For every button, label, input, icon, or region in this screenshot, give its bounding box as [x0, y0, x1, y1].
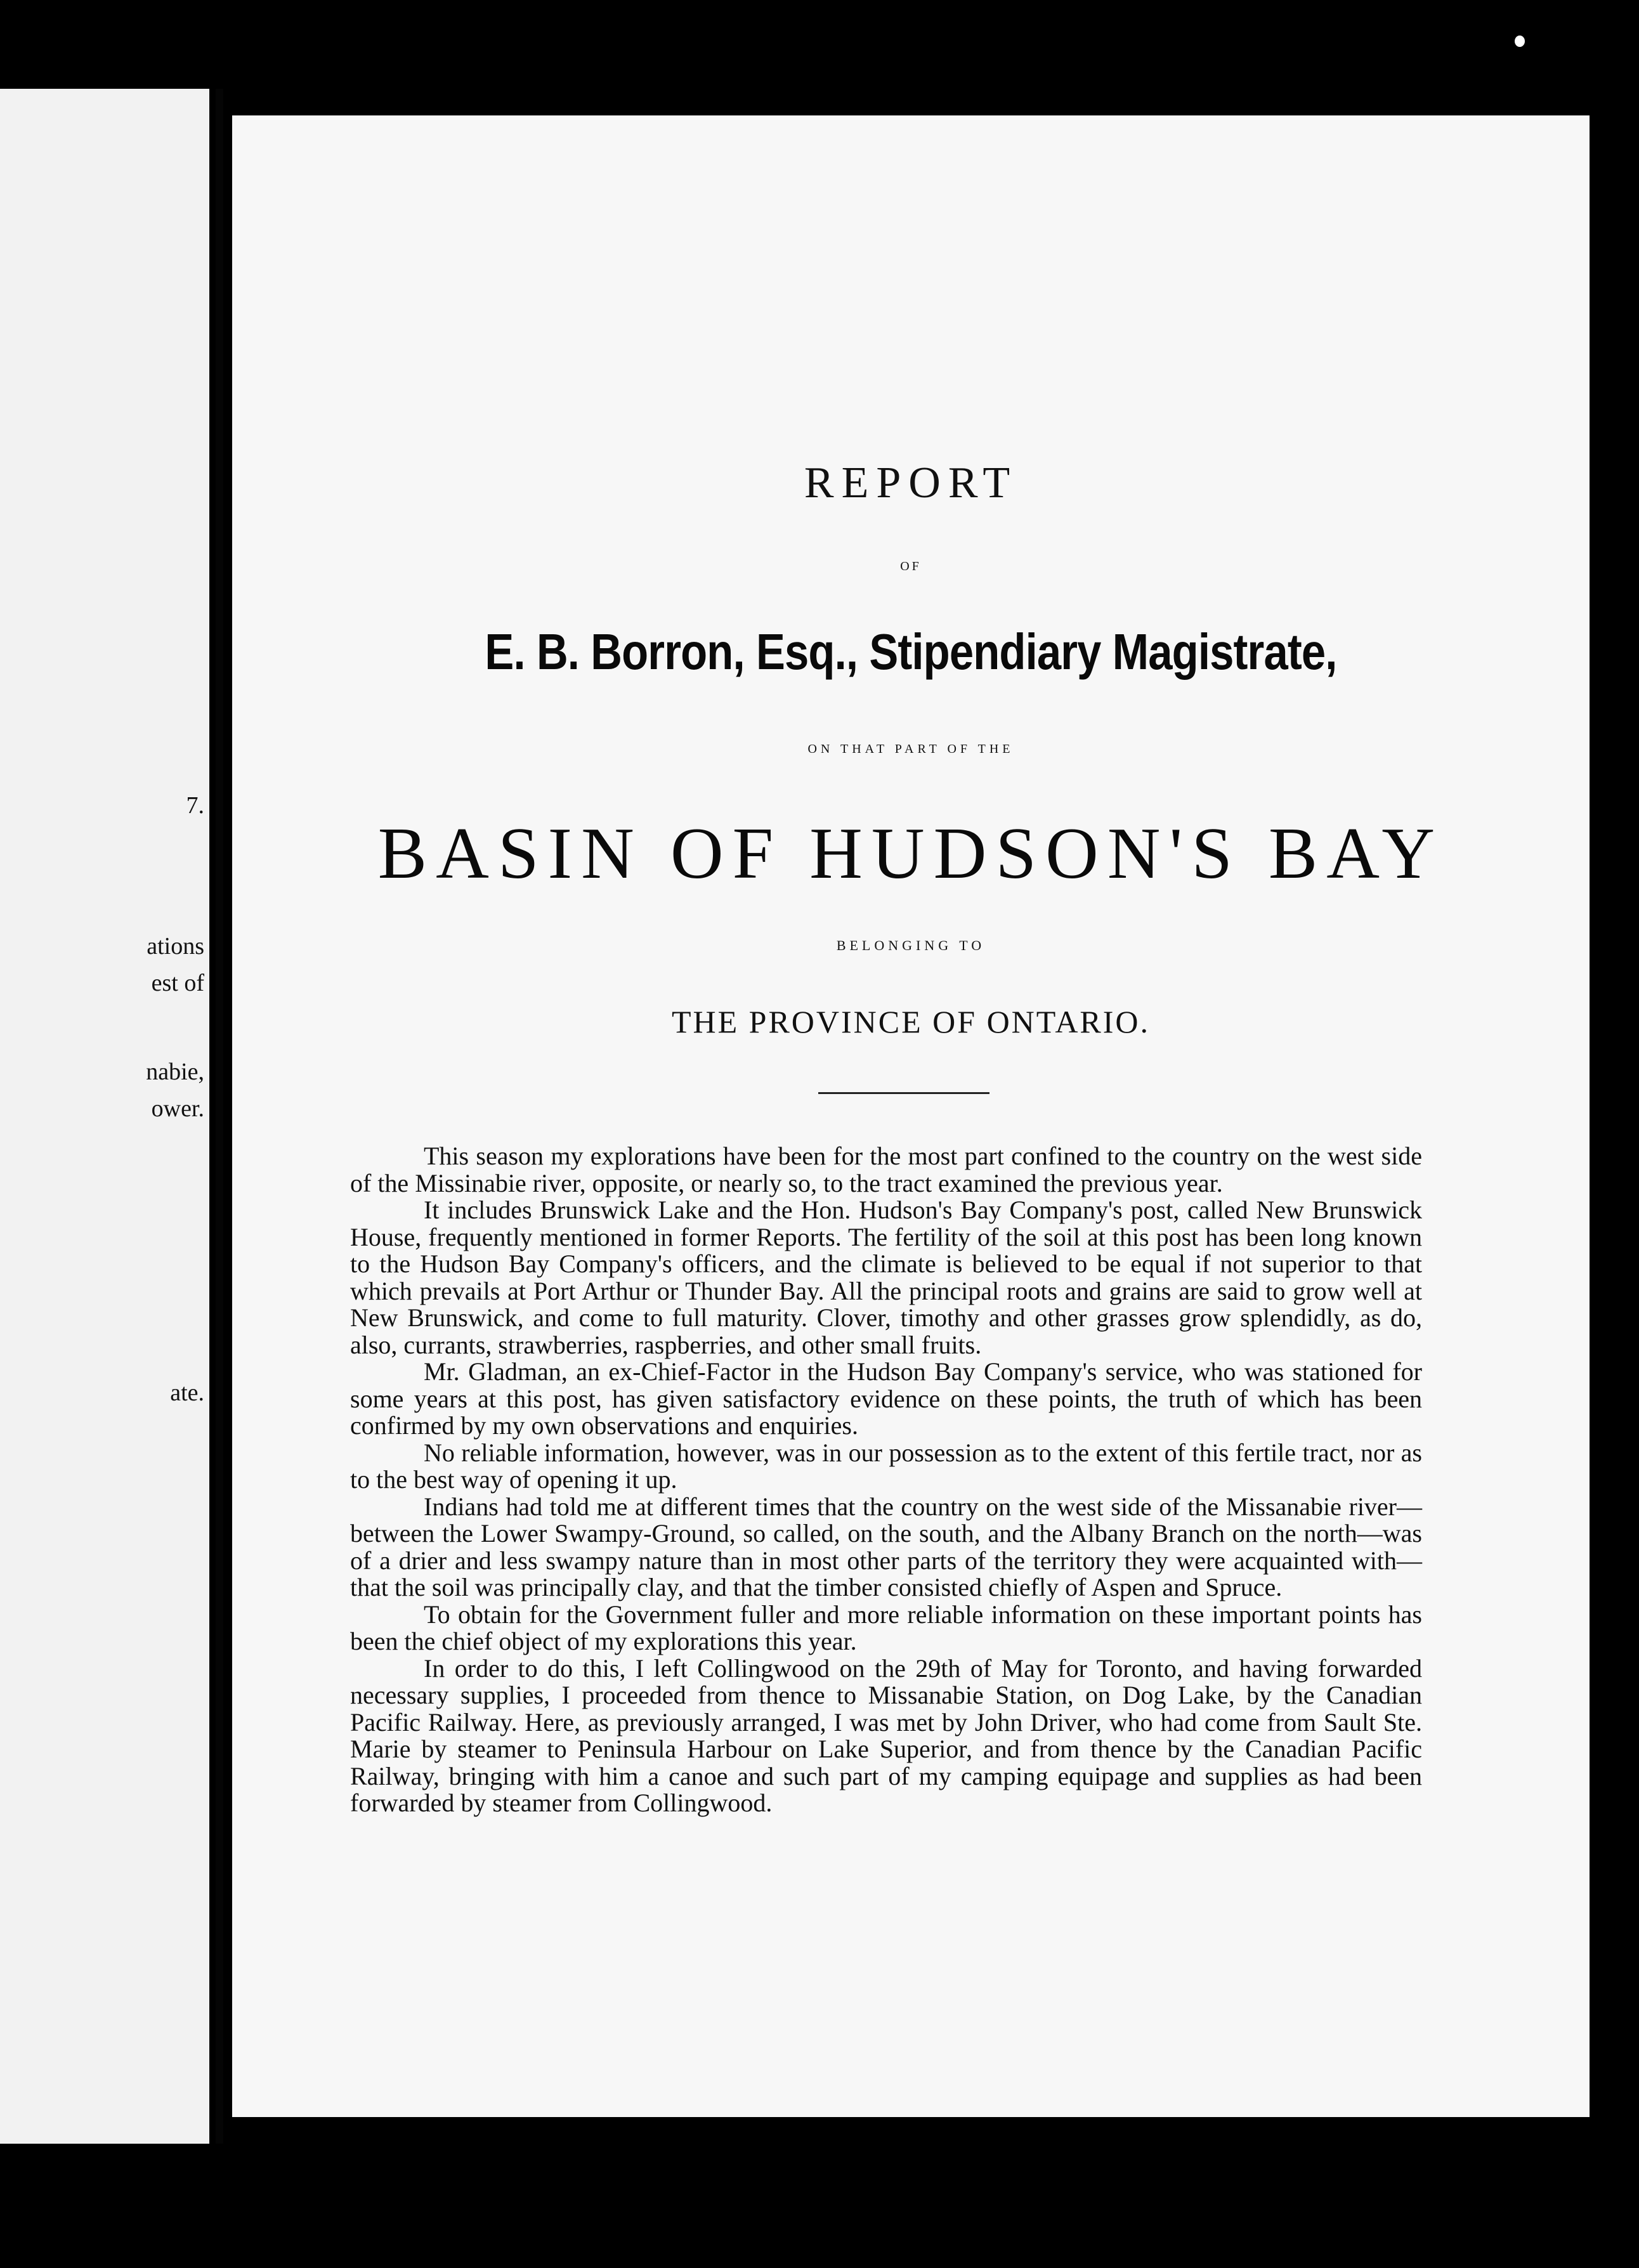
of-caption: OF — [900, 559, 922, 573]
dust-speck — [1515, 36, 1525, 47]
report-heading: REPORT — [804, 459, 1018, 507]
subtitle-caption: ON THAT PART OF THE — [807, 742, 1014, 756]
left-page-fragment: ower. — [151, 1095, 204, 1122]
body-paragraph: Indians had told me at different times that the country on the west side of the Missanabie river—between the Lower Swampy-Ground, so called, on the south, and the Albany Branch on the north—was of a drier and less swampy nature than in most other parts of the territory they were acquainted with—that the soil was principally clay, and that the timber consisted chiefly of Aspen and Spruce. — [350, 1492, 1422, 1601]
left-page-fragment: est of — [151, 970, 204, 996]
body-paragraph: Mr. Gladman, an ex-Chief-Factor in the Hudson Bay Company's service, who was stationed for some years at this post, has given satisfactory evidence on these points, the truth of which has been confirmed by my own observations and enquiries. — [350, 1357, 1422, 1440]
body-paragraph: No reliable information, however, was in our possession as to the extent of this fertile tract, nor as to the best way of opening it up. — [350, 1438, 1422, 1494]
left-page-fragment: nabie, — [146, 1059, 204, 1085]
body-paragraph: To obtain for the Government fuller and more reliable information on these important points has been the chief object of my explorations this year. — [350, 1600, 1422, 1655]
belonging-caption: BELONGING TO — [836, 937, 986, 953]
body-paragraph: In order to do this, I left Collingwood on the 29th of May for Toronto, and having forwarded necessary supplies, I proceeded from thence to Missanabie Station, on Dog Lake, by the Canadian Pacific Railway. Here, as previously arranged, I was met by John Driver, who had come from Sault Ste. Marie by steamer to Peninsula Harbour on Lake Superior, and from thence by the Canadian Pacific Railway, bringing with him a canoe and such part of my camping equipage and supplies as had been forwarded by steamer from Collingwood. — [350, 1653, 1422, 1817]
divider-rule — [818, 1092, 989, 1094]
left-page-sliver — [0, 89, 209, 2144]
document-page — [232, 115, 1590, 2117]
book-spine — [216, 89, 223, 2144]
body-paragraph: This season my explorations have been for the most part confined to the country on the west side of the Missinabie river, opposite, or nearly so, to the tract examined the previous year. — [350, 1142, 1422, 1197]
left-page-fragment: 7. — [186, 792, 204, 819]
author-title: E. B. Borron, Esq., Stipendiary Magistrate, — [485, 623, 1337, 680]
basin-heading: BASIN OF HUDSON'S BAY — [377, 813, 1444, 894]
body-paragraph: It includes Brunswick Lake and the Hon. Hudson's Bay Company's post, called New Brunswick House, frequently mentioned in former Reports. The fertility of the soil at this post has been long known to the Hudson Bay Company's officers, and the climate is believed to be equal if not superior to that which prevails at Port Arthur or Thunder Bay. All the principal roots and grains are said to grow well at New Brunswick, and come to full maturity. Clover, timothy and other grasses grow splendidly, as do, also, currants, strawberries, raspberries, and other small fruits. — [350, 1196, 1422, 1359]
province-heading: THE PROVINCE OF ONTARIO. — [671, 1004, 1151, 1040]
report-body — [350, 1143, 1422, 1817]
left-page-fragment: ate. — [170, 1379, 204, 1406]
left-page-fragment: ations — [147, 933, 204, 960]
